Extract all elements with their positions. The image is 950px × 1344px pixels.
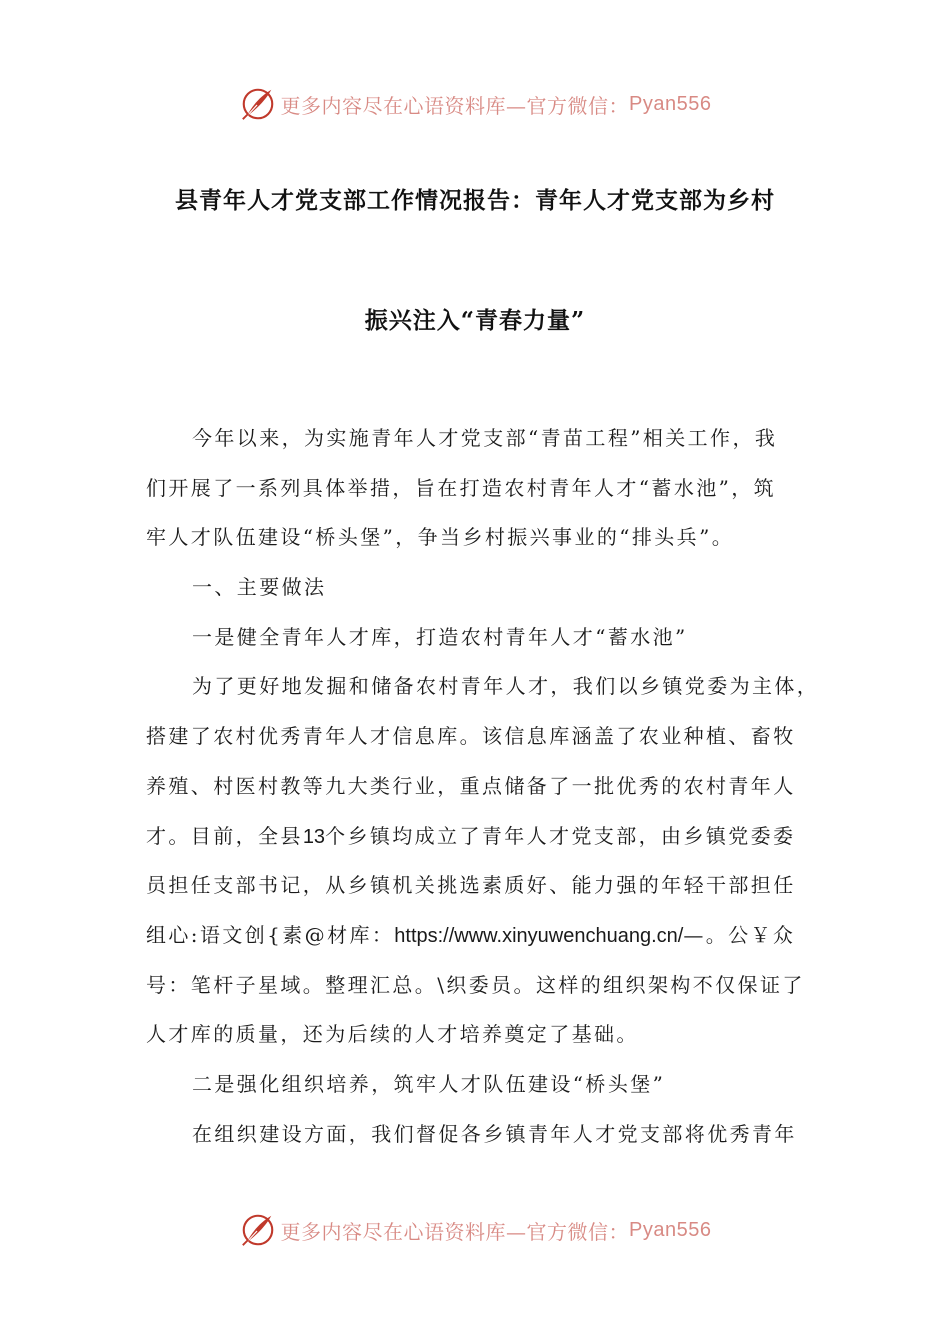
watermark-footer bbox=[0, 1208, 950, 1252]
body-line: 们开展了一系列具体举措，旨在打造农村青年人才“蓄水池”，筑 bbox=[146, 475, 777, 500]
body-line: 为了更好地发掘和储备农村青年人才，我们以乡镇党委为主体， bbox=[192, 674, 820, 699]
watermark-header bbox=[0, 82, 950, 126]
quill-logo-icon bbox=[239, 1211, 277, 1249]
body-text: 个乡镇均成立了青年人才党支部，由乡镇党委委 bbox=[325, 823, 796, 848]
body-text: —。公￥众 bbox=[683, 922, 796, 947]
watermark-text: 更多内容尽在心语资料库—官方微信： bbox=[280, 1219, 630, 1244]
body-line: 员担任支部书记，从乡镇机关挑选素质好、能力强的年轻干部担任 bbox=[146, 873, 796, 898]
body-line: 搭建了农村优秀青年人才信息库。该信息库涵盖了农业种植、畜牧 bbox=[146, 724, 796, 749]
body-line bbox=[146, 911, 806, 961]
body-line: 人才库的质量，还为后续的人才培养奠定了基础。 bbox=[146, 1022, 639, 1047]
body-text: 才。目前，全县 bbox=[146, 823, 303, 848]
embedded-url: https://www.xinyuwenchuang.cn/ bbox=[394, 924, 684, 947]
watermark-wechat-id: Pyan556 bbox=[629, 92, 712, 115]
body-number: 13 bbox=[302, 825, 326, 848]
body-text: 组心:语文创{素@材库： bbox=[146, 922, 395, 947]
body-line: 牢人才队伍建设“桥头堡”，争当乡村振兴事业的“排头兵”。 bbox=[146, 525, 735, 550]
body-line: 养殖、村医村教等九大类行业，重点储备了一批优秀的农村青年人 bbox=[146, 773, 796, 798]
quill-logo-icon bbox=[239, 85, 277, 123]
document-title-line-2: 振兴注入“青春力量” bbox=[364, 307, 586, 334]
document-title-line-1: 县青年人才党支部工作情况报告：青年人才党支部为乡村 bbox=[175, 187, 775, 214]
watermark-text: 更多内容尽在心语资料库—官方微信： bbox=[280, 93, 630, 118]
body-line: 在组织建设方面，我们督促各乡镇青年人才党支部将优秀青年 bbox=[192, 1121, 797, 1146]
section-heading: 一、主要做法 bbox=[192, 575, 327, 600]
body-line bbox=[146, 812, 806, 862]
document-body bbox=[146, 414, 820, 1159]
body-line: 号：笔杆子星域。整理汇总。\织委员。这样的组织架构不仅保证了 bbox=[146, 972, 805, 997]
watermark-wechat-id: Pyan556 bbox=[629, 1218, 712, 1241]
body-line: 今年以来，为实施青年人才党支部“青苗工程”相关工作，我 bbox=[192, 426, 778, 450]
subsection-heading: 二是强化组织培养，筑牢人才队伍建设“桥头堡” bbox=[192, 1071, 666, 1096]
subsection-heading: 一是健全青年人才库，打造农村青年人才“蓄水池” bbox=[192, 624, 688, 649]
